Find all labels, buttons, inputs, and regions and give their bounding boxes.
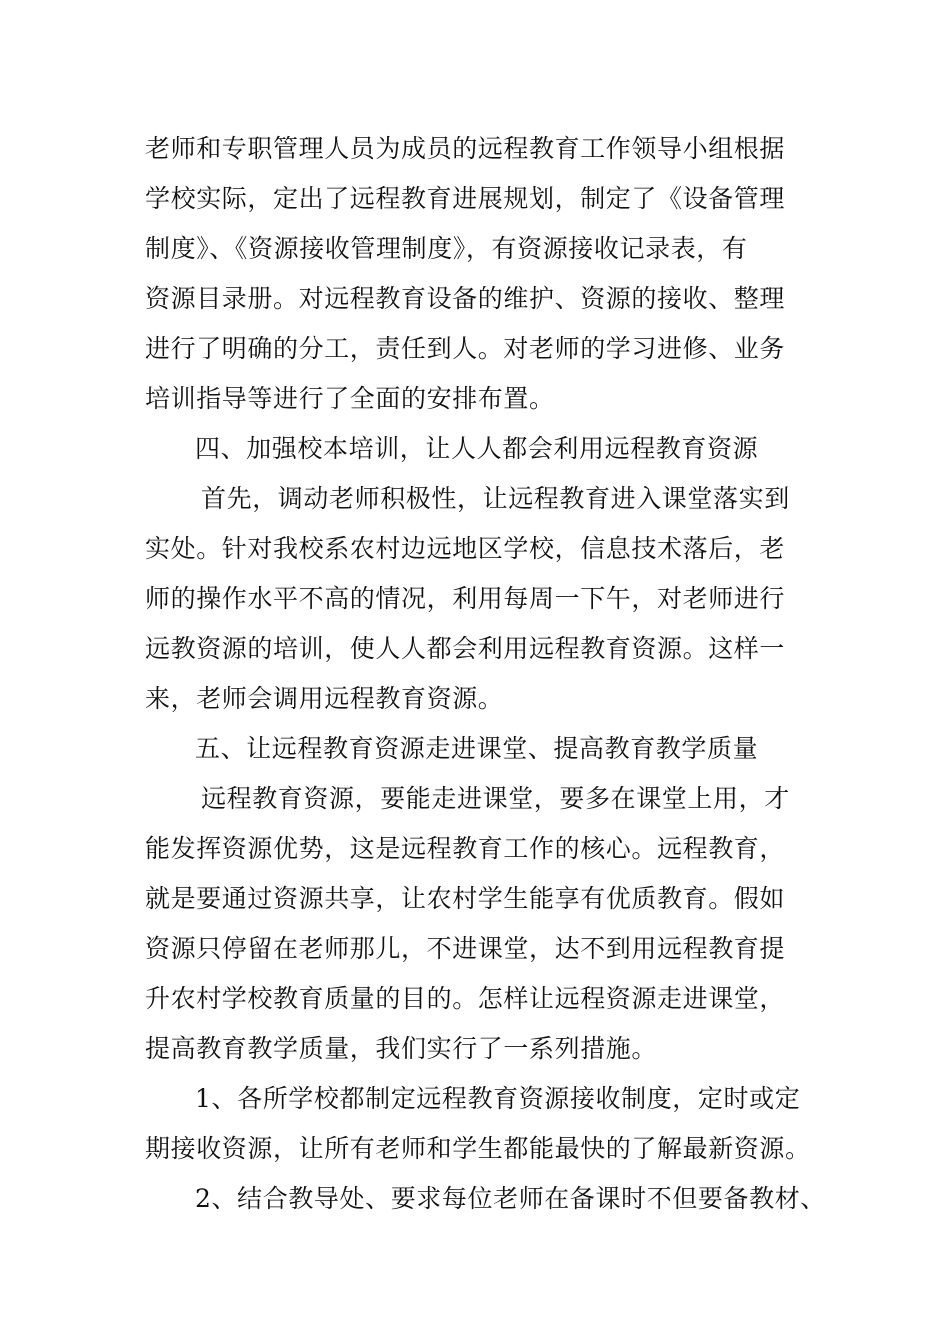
body-line: 资源只停留在老师那儿，不进课堂，达不到用远程教育提 bbox=[145, 934, 786, 963]
section-heading: 五、让远程教育资源走进课堂、提高教育教学质量 bbox=[195, 734, 759, 763]
body-line: 来，老师会调用远程教育资源。 bbox=[145, 684, 504, 713]
body-line: 远教资源的培训，使人人都会利用远程教育资源。这样一 bbox=[145, 634, 786, 663]
body-line: 升农村学校教育质量的目的。怎样让远程资源走进课堂， bbox=[145, 984, 786, 1013]
body-line: 实处。针对我校系农村边远地区学校，信息技术落后，老 bbox=[145, 534, 786, 563]
section-heading: 四、加强校本培训，让人人都会利用远程教育资源 bbox=[195, 434, 759, 463]
body-line: 就是要通过资源共享，让农村学生能享有优质教育。假如 bbox=[145, 884, 786, 913]
list-item: 1、各所学校都制定远程教育资源接收制度，定时或定 bbox=[195, 1084, 801, 1113]
body-line: 首先，调动老师积极性，让远程教育进入课堂落实到 bbox=[201, 484, 790, 513]
body-line: 老师和专职管理人员为成员的远程教育工作领导小组根据 bbox=[145, 134, 786, 163]
body-line: 提高教育教学质量，我们实行了一系列措施。 bbox=[145, 1034, 658, 1063]
body-line: 师的操作水平不高的情况，利用每周一下午，对老师进行 bbox=[145, 584, 786, 613]
body-line: 期接收资源，让所有老师和学生都能最快的了解最新资源。 bbox=[145, 1134, 811, 1163]
body-line: 培训指导等进行了全面的安排布置。 bbox=[145, 384, 555, 413]
body-line: 能发挥资源优势，这是远程教育工作的核心。远程教育， bbox=[145, 834, 786, 863]
list-item: 2、结合教导处、要求每位老师在备课时不但要备教材、 bbox=[195, 1184, 826, 1213]
body-line: 资源目录册。对远程教育设备的维护、资源的接收、整理 bbox=[145, 284, 786, 313]
body-line: 远程教育资源，要能走进课堂，要多在课堂上用，才 bbox=[201, 784, 790, 813]
body-line: 制度》、《资源接收管理制度》，有资源接收记录表，有 bbox=[145, 234, 748, 263]
body-line: 进行了明确的分工，责任到人。对老师的学习进修、业务 bbox=[145, 334, 786, 363]
body-line: 学校实际，定出了远程教育进展规划，制定了《设备管理 bbox=[145, 184, 786, 213]
